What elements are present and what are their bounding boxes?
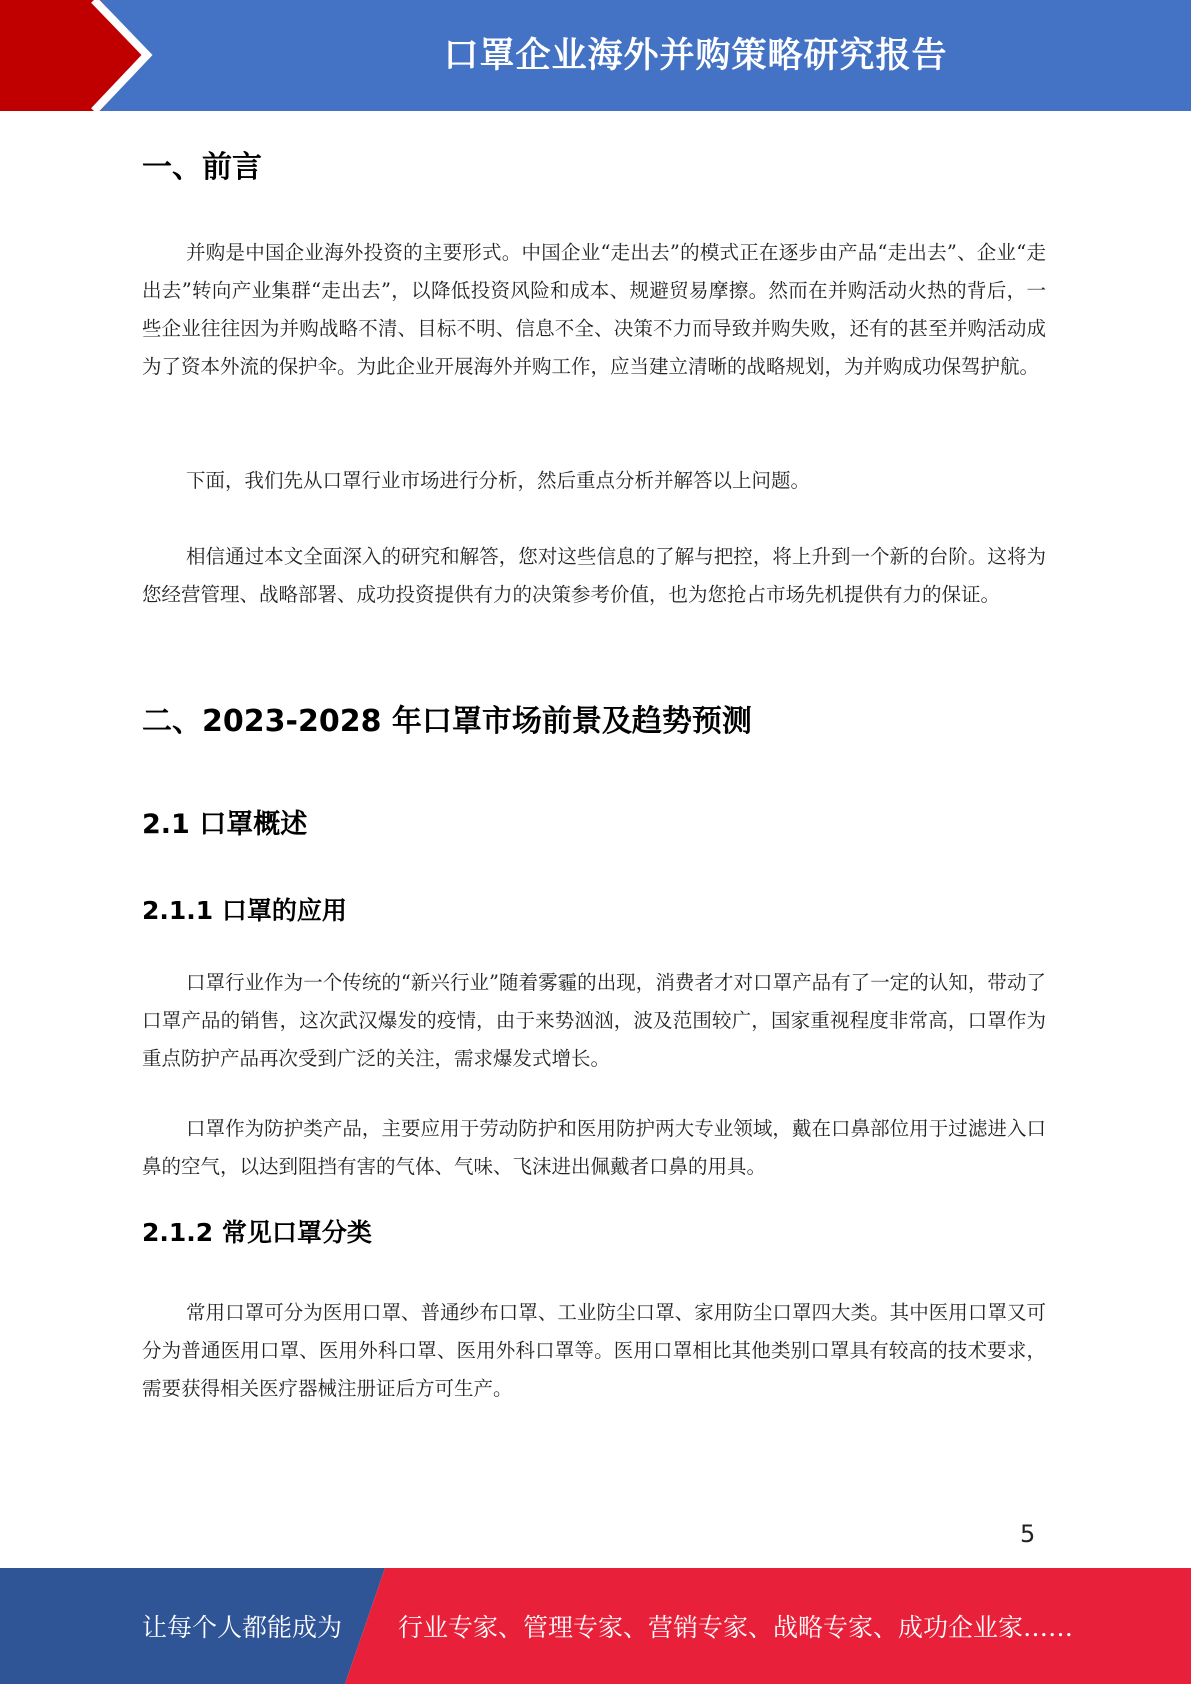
page-number: 5 [1020, 1520, 1036, 1548]
intro-paragraph-1: 并购是中国企业海外投资的主要形式。中国企业“走出去”的模式正在逐步由产品“走出去”、企业“走出去”转向产业集群“走出去”，以降低投资风险和成本、规避贸易摩擦。然而在并购活动火热的背后，一些企业往往因为并购战略不清、目标不明、信息不全、决策不力而导致并购失败，还有的甚至并购活动成为了资本外流的保护伞。为此企业开展海外并购工作，应当建立清晰的战略规划，为并购成功保驾护航。 [142, 241, 1046, 378]
classification-paragraph-1: 常用口罩可分为医用口罩、普通纱布口罩、工业防尘口罩、家用防尘口罩四大类。其中医用口罩又可分为普通医用口罩、医用外科口罩、医用外科口罩等。医用口罩相比其他类别口罩具有较高的技术要求，需要获得相关医疗器械注册证后方可生产。 [142, 1301, 1046, 1400]
heading-classification: 2.1.2 常见口罩分类 [142, 1218, 372, 1247]
intro-paragraph-3: 相信通过本文全面深入的研究和解答，您对这些信息的了解与把控，将上升到一个新的台阶。这将为您经营管理、战略部署、成功投资提供有力的决策参考价值，也为您抢占市场先机提供有力的保证。 [142, 545, 1046, 606]
header-banner [0, 0, 1191, 111]
footer-slogan-right: 行业专家、管理专家、营销专家、战略专家、成功企业家…… [398, 1613, 1074, 1642]
application-paragraph-2: 口罩作为防护类产品，主要应用于劳动防护和医用防护两大专业领域，戴在口鼻部位用于过滤进入口鼻的空气，以达到阻挡有害的气体、气味、飞沫进出佩戴者口鼻的用具。 [142, 1117, 1046, 1178]
heading-intro: 一、前言 [142, 150, 262, 185]
footer-slogan-left: 让每个人都能成为 [142, 1613, 343, 1642]
heading-application: 2.1.1 口罩的应用 [142, 896, 347, 925]
heading-forecast: 二、2023-2028 年口罩市场前景及趋势预测 [142, 704, 752, 739]
heading-overview: 2.1 口罩概述 [142, 809, 308, 840]
report-title: 口罩企业海外并购策略研究报告 [443, 36, 948, 76]
footer-banner [0, 1568, 1191, 1684]
intro-paragraph-2: 下面，我们先从口罩行业市场进行分析，然后重点分析并解答以上问题。 [186, 469, 811, 492]
application-paragraph-1: 口罩行业作为一个传统的“新兴行业”随着雾霾的出现，消费者才对口罩产品有了一定的认知，带动了口罩产品的销售，这次武汉爆发的疫情，由于来势汹汹，波及范围较广，国家重视程度非常高，口罩作为重点防护产品再次受到广泛的关注，需求爆发式增长。 [142, 971, 1046, 1070]
